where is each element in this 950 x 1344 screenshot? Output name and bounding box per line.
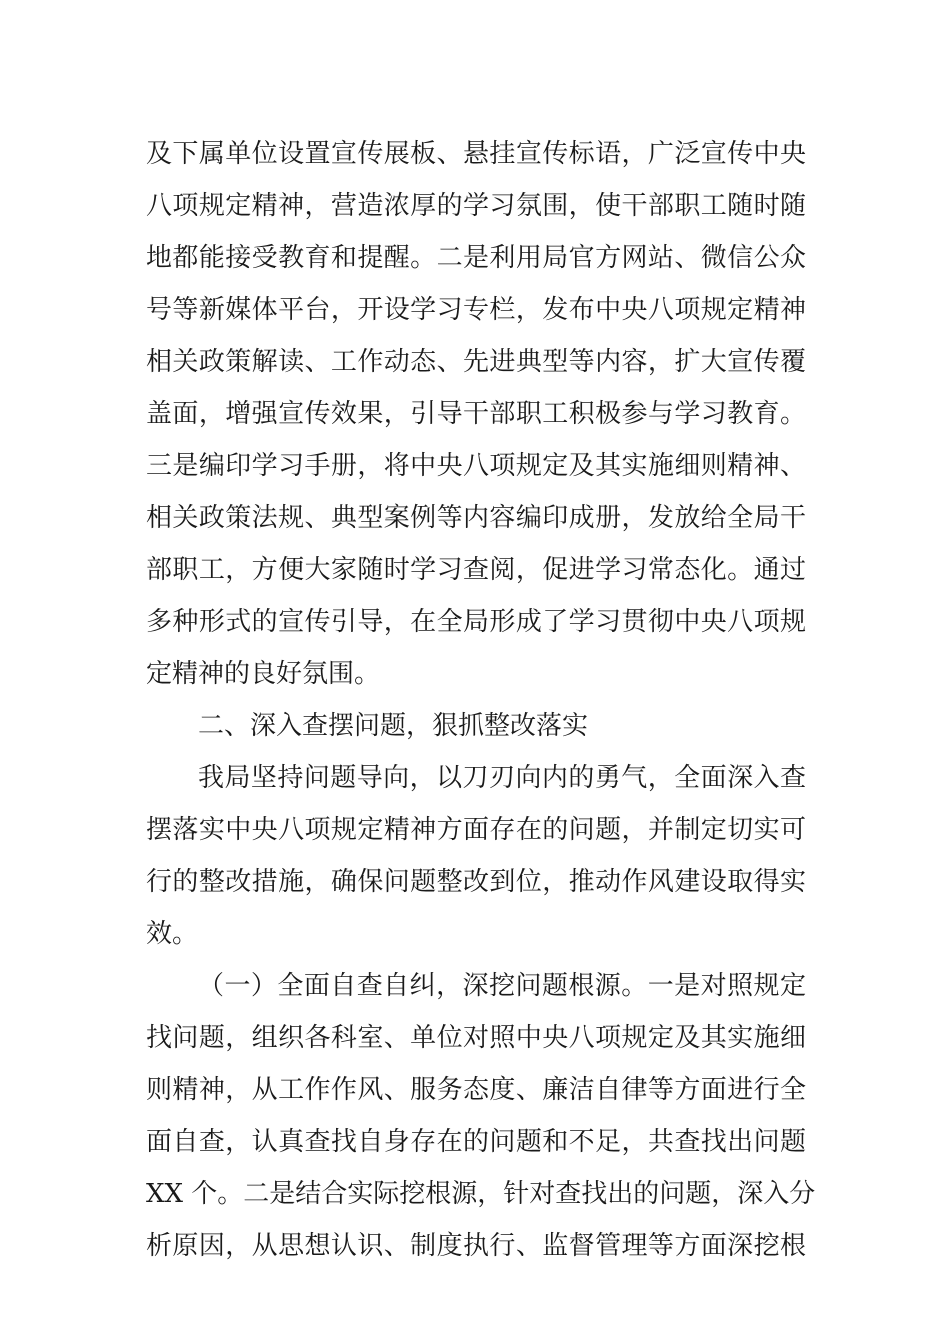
subsection-line: （一）全面自查自纠，深挖问题根源。一是对照规定 xyxy=(198,971,806,1001)
text-line: 行的整改措施，确保问题整改到位，推动作风建设取得实 xyxy=(146,867,806,897)
text-line: 多种形式的宣传引导，在全局形成了学习贯彻中央八项规 xyxy=(146,607,806,637)
text-line: 效。 xyxy=(146,919,199,949)
text-line: 盖面，增强宣传效果，引导干部职工积极参与学习教育。 xyxy=(146,399,806,429)
text-line: 找问题，组织各科室、单位对照中央八项规定及其实施细 xyxy=(146,1023,806,1053)
text-line: 及下属单位设置宣传展板、悬挂宣传标语，广泛宣传中央 xyxy=(146,139,806,169)
text-line: 地都能接受教育和提醒。二是利用局官方网站、微信公众 xyxy=(146,243,806,273)
text-line: 相关政策解读、工作动态、先进典型等内容，扩大宣传覆 xyxy=(146,347,806,377)
text-line: 则精神，从工作作风、服务态度、廉洁自律等方面进行全 xyxy=(146,1075,806,1105)
text-line: 定精神的良好氛围。 xyxy=(146,659,381,689)
text-line: XX 个。二是结合实际挖根源，针对查找出的问题，深入分 xyxy=(146,1179,816,1209)
section-heading: 二、深入查摆问题，狠抓整改落实 xyxy=(198,711,589,741)
text-line: 号等新媒体平台，开设学习专栏，发布中央八项规定精神 xyxy=(146,295,806,325)
text-line: 我局坚持问题导向，以刀刃向内的勇气，全面深入查 xyxy=(198,763,806,793)
text-line: 八项规定精神，营造浓厚的学习氛围，使干部职工随时随 xyxy=(146,191,806,221)
text-line: 部职工，方便大家随时学习查阅，促进学习常态化。通过 xyxy=(146,555,806,585)
body-text xyxy=(146,128,816,1272)
text-line: 相关政策法规、典型案例等内容编印成册，发放给全局干 xyxy=(146,503,806,533)
text-line: 面自查，认真查找自身存在的问题和不足，共查找出问题 xyxy=(146,1127,806,1157)
text-line: 三是编印学习手册，将中央八项规定及其实施细则精神、 xyxy=(146,451,806,481)
text-line: 摆落实中央八项规定精神方面存在的问题，并制定切实可 xyxy=(146,815,806,845)
text-line: 析原因，从思想认识、制度执行、监督管理等方面深挖根 xyxy=(146,1231,806,1261)
